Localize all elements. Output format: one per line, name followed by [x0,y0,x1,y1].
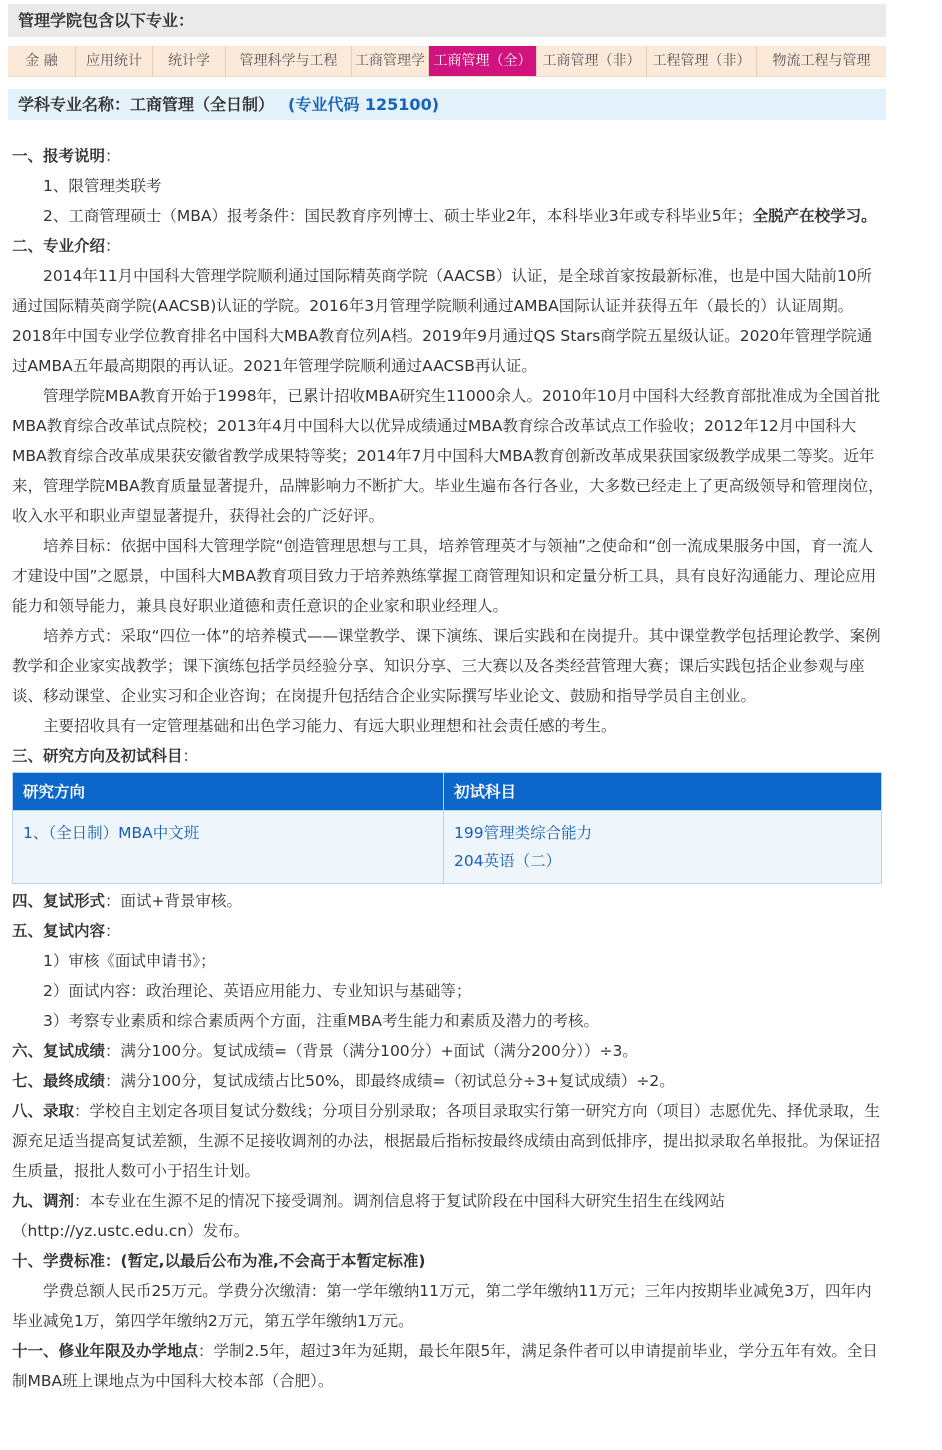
section-heading: 四、复试形式 [12,892,106,910]
tab-engineering-management[interactable]: 工程管理（非） [647,46,757,76]
subject-item: 199管理类综合能力 [454,824,593,842]
table-header-direction: 研究方向 [13,773,444,811]
major-tabs [8,46,886,77]
paragraph: 主要招收具有一定管理基础和出色学习能力、有远大职业理想和社会责任感的考生。 [43,717,617,735]
section-text: ：面试+背景审核。 [105,892,243,910]
heading-colon: ： [105,237,121,255]
section-text: ：学制2.5年，超过3年为延期，最长年限5年，满足条件者可以申请提前毕业，学分五年有效。全日制MBA班上课地点为中国科大校本部（合肥）。 [12,1342,878,1390]
section-heading: 一、报考说明 [12,147,106,165]
heading-colon: ： [182,747,199,765]
list-item: 1、限管理类联考 [43,177,162,195]
major-name: 学科专业名称：工商管理（全日制） [18,95,275,114]
tab-statistics[interactable]: 统计学 [153,46,226,76]
section-heading: 十一、修业年限及办学地点 [12,1342,199,1360]
requirement-text: 2、工商管理硕士（MBA）报考条件：国民教育序列博士、硕士毕业2年，本科毕业3年或专科毕业5年； [43,207,753,225]
paragraph: 2014年11月中国科大管理学院顺利通过国际精英商学院（AACSB）认证，是全球首家按最新标准，也是中国大陆前10所通过国际精英商学院(AACSB)认证的学院。2016年3月管理学院顺利通过AMBA国际认证并获得五年（最长的）认证周期。2018年中国专业学位教育排名中国科大MBA教育位列A档。2019年9月通过QS Stars商学院五星级认证。2020年管理学院通过AMBA五年最高期限的再认证。2021年管理学院顺利通过AACSB再认证。 [12,267,873,375]
section-heading: 二、专业介绍 [12,237,106,255]
list-item: 3）考察专业素质和综合素质两个方面，注重MBA考生能力和素质及潜力的考核。 [43,1012,599,1030]
section-heading: 七、最终成绩 [12,1072,106,1090]
paragraph: 学费总额人民币25万元。学费分次缴清：第一学年缴纳11万元，第二学年缴纳11万元；三年内按期毕业减免3万，四年内毕业减免1万，第四学年缴纳2万元，第五学年缴纳1万元。 [12,1282,872,1330]
tab-finance[interactable]: 金 融 [8,46,76,76]
section-text: ：满分100分。复试成绩=（背景（满分100分）+面试（满分200分））÷3。 [105,1042,638,1060]
heading-colon: ： [105,147,121,165]
paragraph: 管理学院MBA教育开始于1998年，已累计招收MBA研究生11000余人。2010年10月中国科大经教育部批准成为全国首批MBA教育综合改革试点院校；2013年4月中国科大以优异成绩通过MBA教育综合改革试点工作验收；2012年12月中国科大MBA教育综合改革成果获安徽省教学成果特等奖；2014年7月中国科大MBA教育创新改革成果获国家级教学成果二等奖。近年来，管理学院MBA教育质量显著提升，品牌影响力不断扩大。毕业生遍布各行各业，大多数已经走上了更高级领导和管理岗位，收入水平和职业声望显著提升，获得社会的广泛好评。 [12,387,884,525]
list-item: 2）面试内容：政治理论、英语应用能力、专业知识与基础等； [43,982,472,1000]
tab-mba-fulltime[interactable]: 工商管理（全） [429,46,537,76]
tab-management-science[interactable]: 管理科学与工程 [226,46,352,76]
college-header: 管理学院包含以下专业： [8,4,886,37]
section-heading: 八、录取 [12,1102,75,1120]
major-code: (专业代码 125100) [288,95,440,114]
table-cell-subjects [444,811,882,884]
major-title-bar [8,89,886,120]
section-heading: 十、学费标准：(暂定,以最后公布为准,不会高于本暂定标准) [12,1252,426,1270]
tab-mba-parttime[interactable]: 工商管理（非） [537,46,647,76]
subject-item: 204英语（二） [454,852,562,870]
section-heading: 三、研究方向及初试科目 [12,747,183,765]
tab-business-administration[interactable]: 工商管理学 [352,46,429,76]
section-text: ：本专业在生源不足的情况下接受调剂。调剂信息将于复试阶段在中国科大研究生招生在线网站 [74,1192,726,1210]
direction-table [12,772,882,884]
tab-logistics[interactable]: 物流工程与管理 [757,46,886,76]
section-heading: 五、复试内容 [12,922,106,940]
list-item: 1）审核《面试申请书》； [43,952,216,970]
paragraph: 培养目标：依据中国科大管理学院“创造管理思想与工具，培养管理英才与领袖”之使命和“创一流成果服务中国，育一流人才建设中国”之愿景，中国科大MBA教育项目致力于培养熟练掌握工商管理知识和定量分析工具，具有良好沟通能力、理论应用能力和领导能力，兼具良好职业道德和责任意识的企业家和职业经理人。 [12,537,877,615]
table-row [13,811,882,884]
section-heading: 九、调剂 [12,1192,75,1210]
website-text: （http://yz.ustc.edu.cn）发布。 [12,1222,250,1240]
paragraph: 培养方式：采取“四位一体”的培养模式——课堂教学、课下演练、课后实践和在岗提升。其中课堂教学包括理论教学、案例教学和企业家实战教学；课下演练包括学员经验分享、知识分享、三大赛以及各类经营管理大赛；课后实践包括企业参观与座谈、移动课堂、企业实习和企业咨询；在岗提升包括结合企业实际撰写毕业论文、鼓励和指导学员自主创业。 [12,627,881,705]
section-text: ：满分100分，复试成绩占比50%，即最终成绩=（初试总分÷3+复试成绩）÷2。 [105,1072,675,1090]
table-header-subjects: 初试科目 [444,773,882,811]
main-content [12,141,884,1396]
requirement-bold-text: 全脱产在校学习。 [752,207,877,225]
section-text: ：学校自主划定各项目复试分数线；分项目分别录取；各项目录取实行第一研究方向（项目）志愿优先、择优录取，生源充足适当提高复试差额，生源不足接收调剂的办法，根据最后指标按最终成绩由高到低排序，提出拟录取名单报批。为保证招生质量，报批人数可小于招生计划。 [12,1102,881,1180]
section-heading: 六、复试成绩 [12,1042,106,1060]
tab-applied-statistics[interactable]: 应用统计 [76,46,153,76]
table-cell-direction: 1、（全日制）MBA中文班 [13,811,444,884]
heading-colon: ： [105,922,121,940]
list-item [12,201,884,231]
